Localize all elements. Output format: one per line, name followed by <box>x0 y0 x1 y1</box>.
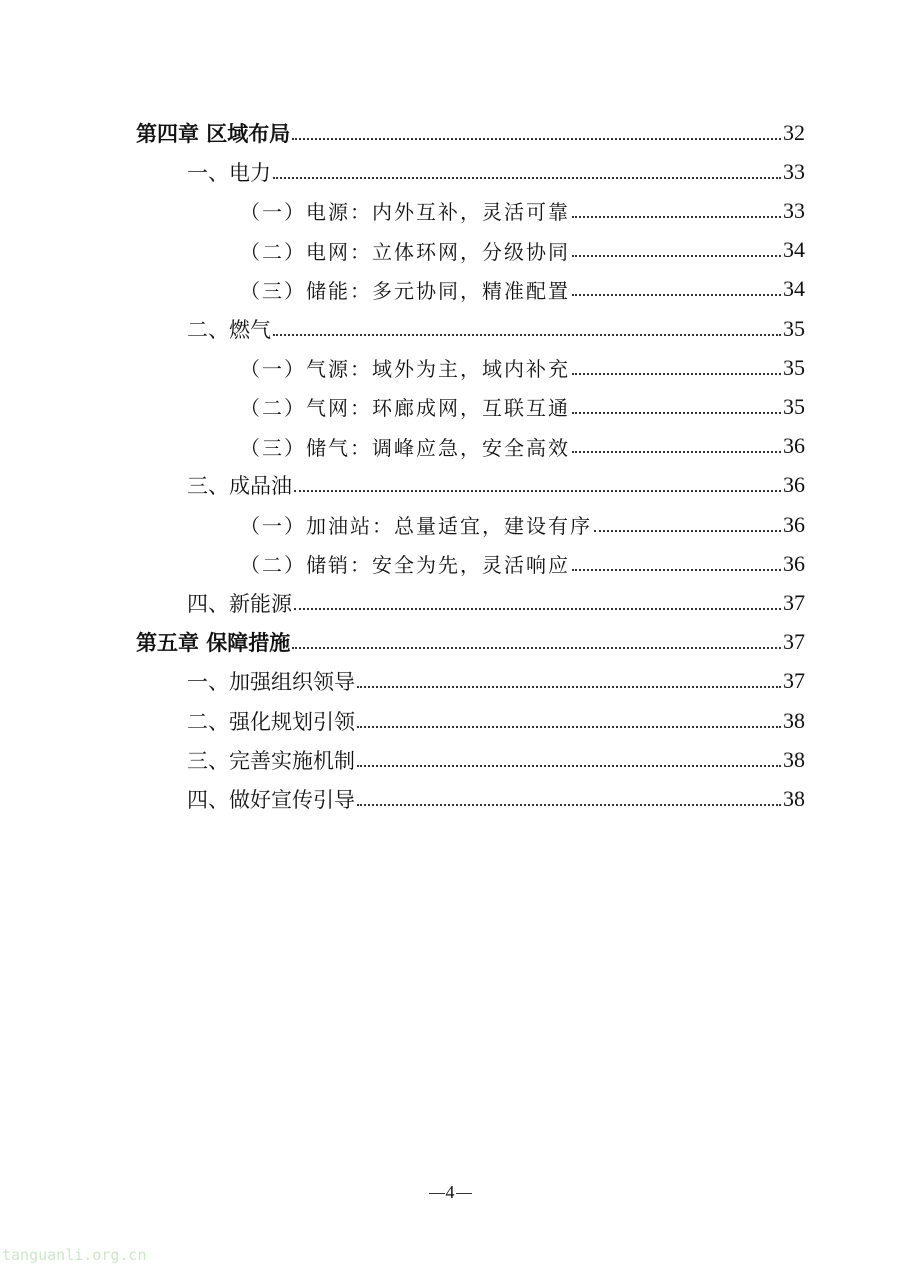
dot-leader <box>572 412 781 414</box>
page-footer <box>0 1182 900 1203</box>
toc-entry[interactable] <box>0 113 805 152</box>
toc-entry-page: 37 <box>783 589 805 615</box>
dot-leader <box>572 216 781 218</box>
dot-leader <box>572 373 781 375</box>
dot-leader <box>572 451 781 453</box>
watermark: tanguanli.org.cn <box>2 1246 147 1264</box>
toc-entry[interactable] <box>0 231 805 270</box>
toc-entry-page: 35 <box>783 354 805 380</box>
dot-leader <box>357 804 781 806</box>
dot-leader <box>572 294 781 296</box>
toc-entry-title: 一、电力 <box>187 160 271 185</box>
toc-entry-title: （二）气网：环廊成网，互联互通 <box>240 396 570 421</box>
toc-entry-title: 二、燃气 <box>187 317 271 342</box>
dot-leader <box>357 726 781 728</box>
toc-entry-page: 37 <box>783 629 805 655</box>
dot-leader <box>572 569 781 571</box>
toc-entry[interactable] <box>0 427 805 466</box>
toc-entry-title: 四、做好宣传引导 <box>187 787 355 812</box>
toc-entry-page: 36 <box>783 550 805 576</box>
toc-entry-title: 二、强化规划引领 <box>187 709 355 734</box>
dot-leader <box>292 138 781 140</box>
toc-entry-title: （二）电网：立体环网，分级协同 <box>240 239 570 264</box>
toc-entry-title: 三、完善实施机制 <box>187 748 355 773</box>
toc-entry[interactable] <box>0 270 805 309</box>
dash-right <box>456 1193 472 1194</box>
dot-leader <box>357 765 781 767</box>
toc-entry[interactable] <box>0 544 805 583</box>
toc-entry[interactable] <box>0 623 805 662</box>
toc-entry[interactable] <box>0 505 805 544</box>
toc-entry-page: 32 <box>783 119 805 145</box>
toc-entry-title: （一）电源：内外互补，灵活可靠 <box>240 200 570 225</box>
toc-entry[interactable] <box>0 387 805 426</box>
toc-entry-title: 第四章 区域布局 <box>136 120 291 146</box>
toc-entry-title: 四、新能源 <box>187 591 292 616</box>
toc-entry-page: 38 <box>783 707 805 733</box>
toc-entry-page: 38 <box>783 785 805 811</box>
toc-entry-title: （一）加油站：总量适宜，建设有序 <box>240 514 592 538</box>
dot-leader <box>594 530 781 532</box>
toc-entry-page: 36 <box>783 511 805 537</box>
dot-leader <box>572 255 781 257</box>
dash-left <box>429 1193 445 1194</box>
dot-leader <box>292 647 781 649</box>
toc-entry-title: 一、加强组织领导 <box>187 670 355 695</box>
toc-entry-title: 第五章 保障措施 <box>136 630 291 656</box>
dot-leader <box>357 686 781 688</box>
toc-entry-page: 35 <box>783 315 805 341</box>
toc-entry-title: （三）储能：多元协同，精准配置 <box>240 278 570 303</box>
toc-entry-page: 37 <box>783 668 805 694</box>
toc-entry[interactable] <box>0 583 805 622</box>
toc-entry-title: （一）气源：域外为主，域内补充 <box>240 357 570 382</box>
toc-entry-page: 38 <box>783 746 805 772</box>
toc-entry-page: 34 <box>783 237 805 263</box>
dot-leader <box>273 177 781 179</box>
toc-entry-page: 36 <box>783 433 805 459</box>
toc-entry[interactable] <box>0 701 805 740</box>
toc-entry-page: 35 <box>783 393 805 419</box>
toc-entry[interactable] <box>0 466 805 505</box>
toc-entry-page: 36 <box>783 472 805 498</box>
toc-entry-title: 三、成品油 <box>187 474 292 499</box>
toc-entry[interactable] <box>0 152 805 191</box>
dot-leader <box>294 490 781 492</box>
toc-entry[interactable] <box>0 740 805 779</box>
toc-entry[interactable] <box>0 348 805 387</box>
toc-entry-page: 33 <box>783 158 805 184</box>
toc-entry[interactable] <box>0 191 805 230</box>
toc-entry[interactable] <box>0 309 805 348</box>
toc-entry-title: （二）储销：安全为先，灵活响应 <box>240 553 570 578</box>
toc-entry[interactable] <box>0 662 805 701</box>
toc-entry-page: 34 <box>783 276 805 302</box>
page-number: 4 <box>445 1182 455 1202</box>
toc-entry[interactable] <box>0 779 805 818</box>
dot-leader <box>273 334 781 336</box>
toc-entry-page: 33 <box>783 197 805 223</box>
toc-entry-title: （三）储气：调峰应急，安全高效 <box>240 435 570 460</box>
dot-leader <box>294 608 781 610</box>
